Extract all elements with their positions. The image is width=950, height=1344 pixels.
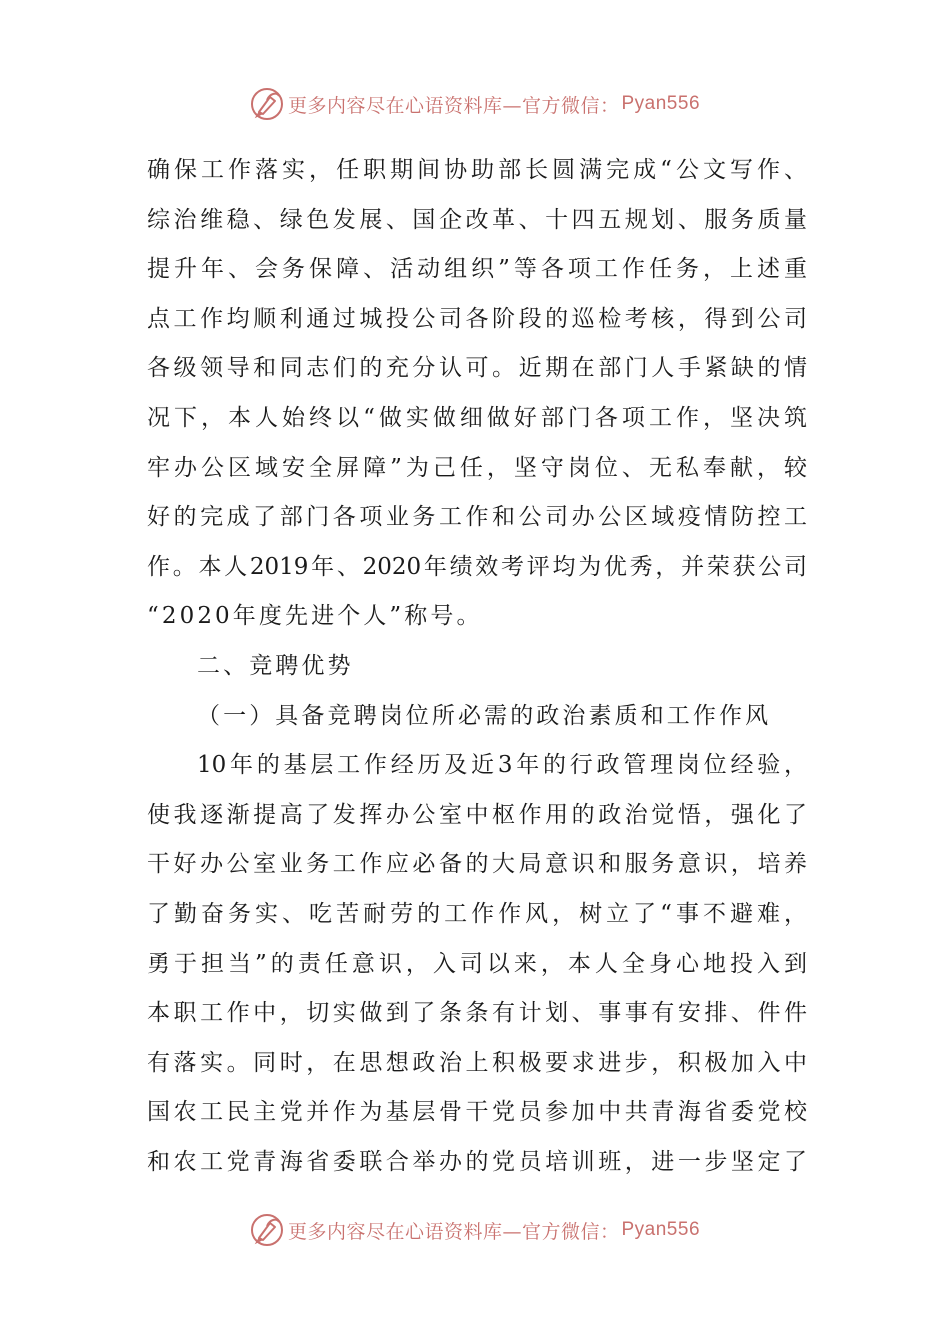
watermark-text: 更多内容尽在心语资料库—官方微信：	[287, 94, 620, 117]
text-line: 好的完成了部门各项业务工作和公司办公区域疫情防控工	[147, 504, 807, 531]
text-line: 勇于担当”的责任意识，入司以来，本人全身心地投入到	[147, 950, 807, 977]
text-line: 作。本人2019年、2020年绩效考评均为优秀，并荣获公司	[147, 553, 807, 580]
watermark-header	[0, 84, 950, 124]
text-line: 综治维稳、绿色发展、国企改革、十四五规划、服务质量	[147, 206, 807, 233]
watermark-wechat-id: Pyan556	[621, 1219, 701, 1240]
text-line: 确保工作落实，任职期间协助部长圆满完成“公文写作、	[147, 157, 807, 183]
text-line: 使我逐渐提高了发挥办公室中枢作用的政治觉悟，强化了	[147, 801, 807, 828]
watermark-wechat-id: Pyan556	[621, 93, 701, 114]
text-line: 国农工民主党并作为基层骨干党员参加中共青海省委党校	[147, 1099, 807, 1126]
text-line: 干好办公室业务工作应必备的大局意识和服务意识，培养	[147, 851, 807, 878]
paragraph-first-line: 10年的基层工作经历及近3年的行政管理岗位经验，	[197, 752, 807, 779]
text-line: 牢办公区域安全屏障”为己任，坚守岗位、无私奉献，较	[147, 454, 807, 481]
pen-nib-logo-icon	[250, 87, 284, 121]
text-line: 有落实。同时，在思想政治上积极要求进步，积极加入中	[147, 1049, 807, 1076]
text-line: 况下，本人始终以“做实做细做好部门各项工作，坚决筑	[147, 404, 807, 431]
text-line: 了勤奋务实、吃苦耐劳的工作作风，树立了“事不避难，	[147, 900, 807, 927]
text-line: 各级领导和同志们的充分认可。近期在部门人手紧缺的情	[147, 355, 807, 382]
document-body	[147, 146, 807, 1187]
section-heading: 二、竞聘优势	[197, 652, 354, 679]
text-line: “2020年度先进个人”称号。	[147, 603, 483, 630]
text-line: 和农工党青海省委联合举办的党员培训班，进一步坚定了	[147, 1148, 807, 1175]
pen-nib-logo-icon	[250, 1213, 284, 1247]
subsection-heading: （一）具备竞聘岗位所必需的政治素质和工作作风	[197, 702, 772, 729]
text-line: 点工作均顺利通过城投公司各阶段的巡检考核，得到公司	[147, 305, 807, 332]
watermark-text: 更多内容尽在心语资料库—官方微信：	[287, 1220, 620, 1243]
text-line: 提升年、会务保障、活动组织”等各项工作任务，上述重	[147, 256, 807, 283]
text-line: 本职工作中，切实做到了条条有计划、事事有安排、件件	[147, 1000, 807, 1027]
watermark-footer	[0, 1210, 950, 1250]
